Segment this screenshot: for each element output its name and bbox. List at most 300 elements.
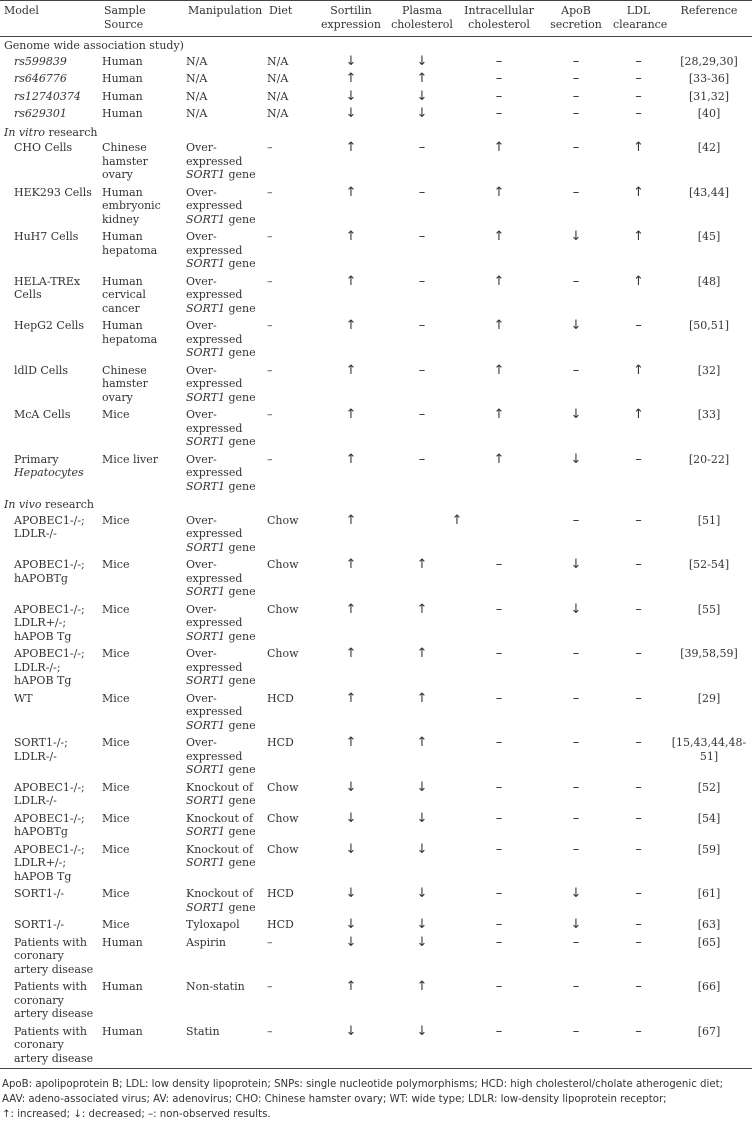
cell-sortilin: ↓ [345, 779, 357, 795]
cell-sample-source: Human cervical cancer [102, 274, 146, 315]
manip-suffix: gene [224, 479, 256, 493]
cell-model [0, 557, 100, 602]
cell-manipulation [184, 886, 265, 917]
cell-plasma: ↑ [416, 557, 428, 572]
cell-plasma: ↑ [416, 71, 428, 86]
cell-reference: [15,43,44,48-51] [671, 736, 747, 763]
cell-intracellular [457, 735, 541, 780]
intracellular-value: – [495, 779, 503, 795]
cell-apob: – [572, 779, 580, 795]
cell-model [0, 274, 100, 319]
intracellular-value: – [495, 917, 503, 932]
manip-text: Over-expressed [186, 363, 243, 390]
cell-ldl: – [635, 646, 642, 661]
intracellular-value: ↑ [493, 451, 505, 467]
cell-intracellular [457, 842, 541, 887]
cell-manipulation [184, 780, 265, 811]
table-row [0, 780, 752, 811]
cell-manipulation [184, 106, 265, 124]
intracellular-value: ↑ [493, 362, 505, 378]
cell-ldl: – [635, 451, 642, 467]
cell-intracellular [457, 318, 541, 363]
cell-apob: ↓ [570, 886, 582, 901]
cell-manipulation [184, 602, 265, 647]
cell-apob: – [572, 735, 580, 750]
footnote-line-2: AAV: adeno-associated virus; AV: adenovirus; CHO: Chinese hamster ovary; WT: wide type; LDLR: low-density lipoprotein receptor; [2, 1094, 667, 1105]
table-row [0, 886, 752, 917]
cell-apob: ↓ [570, 229, 582, 244]
cell-diet: HCD [267, 691, 294, 705]
cell-model [0, 140, 100, 185]
table-row [0, 811, 752, 842]
manip-suffix: gene [224, 900, 256, 914]
header-sample-source: Sample Source [104, 4, 146, 31]
cell-reference: [28,29,30] [680, 54, 738, 68]
cell-intracellular [457, 229, 541, 274]
manip-suffix: gene [224, 435, 256, 448]
cell-sample-source: Chinese hamster ovary [102, 363, 148, 404]
cell-apob: ↓ [570, 407, 582, 422]
header-plasma: Plasma cholesterol [391, 4, 453, 31]
cell-sortilin: ↓ [345, 810, 357, 826]
section-title-text: research [44, 125, 98, 139]
cell-sample-source: Mice [102, 887, 130, 900]
cell-model [0, 1024, 100, 1069]
cell-reference: [52] [697, 780, 721, 794]
cell-sample-source: Mice [102, 736, 130, 749]
manip-suffix: gene [224, 168, 256, 181]
manip-suffix: gene [224, 346, 256, 359]
model-text: rs12740374 [14, 89, 81, 103]
cell-intracellular [457, 407, 541, 452]
cell-manipulation [184, 1024, 265, 1069]
cell-diet: – [267, 935, 273, 949]
cell-sortilin: ↑ [345, 646, 357, 661]
table-row [0, 140, 752, 185]
cell-model [0, 185, 100, 230]
cell-sortilin: ↑ [345, 273, 357, 289]
cell-reference: [51] [697, 513, 721, 527]
table-row [0, 602, 752, 647]
manip-suffix: gene [224, 212, 256, 226]
cell-manipulation [184, 229, 265, 274]
manip-suffix: gene [224, 674, 256, 687]
manip-suffix: gene [224, 856, 256, 869]
cell-ldl: ↑ [633, 140, 644, 155]
cell-plasma: – [418, 184, 426, 200]
manip-text: Over-expressed [186, 691, 243, 718]
cell-sample-source: Mice [102, 602, 130, 616]
manip-gene: SORT1 [186, 674, 225, 687]
intracellular-value: – [495, 735, 503, 750]
cell-plasma: ↑ [416, 601, 428, 617]
cell-manipulation [184, 71, 265, 89]
cell-plasma: ↓ [416, 810, 428, 826]
cell-manipulation [184, 452, 265, 497]
cell-plasma: ↓ [416, 106, 428, 121]
manip-text: Statin [186, 1024, 220, 1038]
cell-ldl: ↑ [633, 229, 644, 244]
table-row [0, 318, 752, 363]
cell-manipulation [184, 89, 265, 107]
header-diet: Diet [269, 4, 293, 17]
table-row [0, 691, 752, 736]
cell-manipulation [184, 811, 265, 842]
cell-intracellular [457, 557, 541, 602]
table-row [0, 71, 752, 89]
intracellular-value: – [495, 88, 503, 104]
cell-plasma [387, 513, 457, 558]
table-row [0, 106, 752, 124]
cell-intracellular [457, 917, 541, 935]
cell-ldl: – [635, 810, 642, 826]
manip-suffix: gene [224, 301, 256, 315]
cell-sortilin: ↑ [345, 690, 357, 706]
model-text: APOBEC1-/-; LDLR-/-; hAPOB Tg [14, 647, 85, 687]
intracellular-value: – [495, 810, 503, 826]
table-row [0, 185, 752, 230]
cell-apob: – [572, 362, 580, 378]
cell-ldl: – [635, 735, 642, 750]
header-reference: Reference [680, 4, 738, 17]
cell-plasma: ↑ [416, 646, 428, 661]
cell-reference: [65] [697, 935, 721, 949]
cell-intracellular [457, 106, 541, 124]
cell-sortilin: ↑ [345, 71, 357, 86]
cell-apob: – [572, 140, 580, 155]
manip-text: Over-expressed [186, 452, 243, 479]
cell-manipulation [184, 917, 265, 935]
cell-manipulation [184, 140, 265, 185]
model-text: Patients with coronary artery disease [14, 1024, 94, 1065]
cell-apob: – [572, 88, 580, 104]
cell-manipulation [184, 842, 265, 887]
intracellular-value: – [495, 53, 503, 69]
intracellular-value: – [495, 841, 503, 857]
table-row [0, 229, 752, 274]
cell-sample-source: Mice [102, 647, 130, 660]
intracellular-value: – [495, 934, 503, 950]
cell-sortilin: ↑ [345, 362, 357, 378]
cell-sample-source: Chinese hamster ovary [102, 141, 148, 181]
cell-manipulation [184, 54, 265, 72]
cell-intracellular [457, 811, 541, 842]
cell-diet: Chow [267, 842, 299, 856]
cell-manipulation [184, 691, 265, 736]
cell-diet: – [267, 1024, 273, 1038]
cell-apob: – [572, 690, 580, 706]
intracellular-value: – [495, 71, 503, 86]
table-row [0, 557, 752, 602]
cell-sample-source: Human hepatoma [102, 319, 158, 346]
cell-intracellular [457, 886, 541, 917]
cell-sortilin: ↑ [345, 140, 357, 155]
intracellular-value: – [495, 601, 503, 617]
cell-diet: Chow [267, 513, 299, 527]
manip-text: Knockout of [186, 780, 254, 794]
cell-diet: – [267, 363, 273, 377]
cell-manipulation [184, 318, 265, 363]
cell-apob: – [572, 1023, 580, 1039]
cell-diet: – [267, 408, 273, 421]
cell-sortilin: ↑ [345, 184, 357, 200]
model-text: HepG2 Cells [14, 319, 85, 332]
cell-diet: HCD [267, 736, 294, 749]
cell-sortilin: ↑ [345, 407, 357, 422]
cell-reference: [48] [697, 274, 721, 288]
cell-model [0, 54, 100, 72]
manip-gene: SORT1 [186, 718, 225, 732]
table-row [0, 54, 752, 72]
cell-model [0, 318, 100, 363]
model-text: Patients with coronary artery disease [14, 980, 94, 1020]
cell-ldl: – [635, 601, 642, 617]
cell-plasma: ↓ [416, 53, 428, 69]
cell-apob: – [572, 646, 580, 661]
section-row [0, 124, 752, 141]
cell-intracellular [457, 935, 541, 980]
cell-reference: [66] [697, 980, 721, 993]
cell-sortilin: ↑ [345, 318, 357, 333]
cell-ldl: – [635, 886, 642, 901]
table-row [0, 363, 752, 408]
cell-sample-source: Mice [102, 513, 130, 527]
cell-reference: [40] [697, 107, 721, 120]
manip-gene: SORT1 [186, 585, 225, 598]
intracellular-value: – [495, 886, 503, 901]
intracellular-value: ↑ [493, 273, 505, 289]
cell-intracellular [457, 140, 541, 185]
cell-reference: [55] [697, 602, 721, 616]
cell-sample-source: Mice [102, 811, 130, 825]
cell-plasma: ↓ [416, 841, 428, 857]
cell-intracellular [451, 512, 541, 558]
manip-gene: SORT1 [186, 346, 225, 359]
intracellular-value: – [495, 690, 503, 706]
cell-sample-source: Human [102, 935, 143, 949]
cell-ldl: ↑ [633, 362, 644, 378]
manip-gene: SORT1 [186, 257, 225, 270]
cell-diet: N/A [267, 107, 289, 120]
cell-manipulation [184, 407, 265, 452]
cell-sortilin: ↑ [345, 512, 357, 528]
cell-model [0, 106, 100, 124]
header-intracellular: Intracellular cholesterol [464, 4, 534, 31]
model-text: CHO Cells [14, 141, 73, 154]
cell-model [0, 691, 100, 736]
table-row [0, 89, 752, 107]
cell-ldl: – [635, 841, 642, 857]
model-text: HuH7 Cells [14, 230, 79, 243]
cell-sample-source: Mice [102, 842, 130, 856]
cell-sortilin: ↑ [345, 557, 357, 572]
cell-intracellular [457, 691, 541, 736]
cell-plasma: ↑ [416, 735, 428, 750]
model-text: Primary [14, 452, 59, 466]
cell-diet: – [267, 319, 273, 332]
cell-sortilin: ↓ [345, 841, 357, 857]
model-text: APOBEC1-/-; LDLR-/- [14, 780, 85, 807]
manip-text: Non-statin [186, 980, 245, 993]
cell-apob: ↓ [570, 601, 582, 617]
intracellular-value: – [495, 1023, 503, 1039]
cell-plasma: – [418, 318, 426, 333]
cell-reference: [59] [697, 842, 721, 856]
cell-model [0, 363, 100, 408]
cell-model [0, 513, 100, 558]
cell-diet: Chow [267, 811, 299, 825]
manip-suffix: gene [224, 540, 256, 554]
cell-ldl: – [635, 106, 642, 121]
manip-gene: SORT1 [186, 763, 225, 776]
cell-plasma: ↑ [416, 690, 428, 706]
manip-gene: SORT1 [186, 435, 225, 448]
table-row [0, 452, 752, 497]
cell-intracellular [457, 646, 541, 691]
cell-apob: ↓ [570, 451, 582, 467]
table-row [0, 979, 752, 1024]
intracellular-value: – [495, 557, 503, 572]
cell-intracellular [457, 452, 541, 497]
cell-reference: [50,51] [688, 319, 730, 332]
intracellular-value: – [495, 979, 503, 994]
manip-gene: SORT1 [186, 212, 225, 226]
manip-gene: SORT1 [186, 794, 225, 807]
cell-manipulation [184, 363, 265, 408]
model-text: HELA-TREx Cells [14, 274, 81, 301]
cell-reference: [61] [697, 887, 721, 900]
cell-reference: [54] [697, 811, 721, 825]
manip-text: Over-expressed [186, 736, 243, 763]
intracellular-value: ↑ [493, 318, 505, 333]
cell-sample-source: Human [102, 107, 143, 120]
cell-diet: – [267, 980, 273, 993]
cell-intracellular [457, 1024, 541, 1069]
cell-ldl: – [635, 318, 642, 333]
table-row [0, 274, 752, 319]
cell-reference: [29] [697, 691, 721, 705]
manip-text: Over-expressed [186, 602, 243, 629]
cell-manipulation [184, 274, 265, 319]
manip-gene: SORT1 [186, 540, 225, 554]
cell-model [0, 407, 100, 452]
cell-intracellular [457, 979, 541, 1024]
cell-sample-source: Human embryonic kidney [102, 185, 161, 226]
cell-diet: Chow [267, 780, 299, 794]
manip-suffix: gene [224, 718, 256, 732]
manip-text: Tyloxapol [186, 918, 240, 931]
table-row [0, 513, 752, 558]
manip-gene: SORT1 [186, 479, 225, 493]
cell-plasma: ↑ [416, 979, 428, 994]
manip-text: N/A [186, 72, 208, 85]
table-row [0, 935, 752, 980]
cell-ldl: – [635, 88, 642, 104]
manip-text: Aspirin [186, 935, 227, 949]
cell-plasma: – [418, 273, 426, 289]
cell-manipulation [184, 646, 265, 691]
model-text: WT [14, 691, 33, 705]
manip-suffix: gene [224, 257, 256, 270]
cell-diet: HCD [267, 918, 294, 931]
cell-reference: [63] [697, 918, 721, 931]
section-title-em: In vivo [4, 498, 42, 511]
cell-plasma: ↓ [416, 88, 428, 104]
manip-gene: SORT1 [186, 168, 225, 181]
cell-sortilin: ↓ [345, 917, 357, 932]
model-text: SORT1-/- [14, 887, 65, 900]
cell-sortilin: ↓ [345, 88, 357, 104]
intracellular-value: ↑ [451, 512, 463, 528]
section-title [0, 124, 752, 141]
header-manipulation: Manipulation [188, 4, 263, 17]
cell-sample-source: Mice [102, 691, 130, 705]
model-text: ldlD Cells [14, 363, 69, 377]
cell-model [0, 602, 100, 647]
cell-diet: Chow [267, 647, 299, 660]
cell-sample-source: Mice liver [102, 452, 158, 466]
manip-suffix: gene [224, 585, 256, 598]
cell-reference: [32] [697, 363, 721, 377]
cell-ldl: – [635, 979, 642, 994]
cell-reference: [39,58,59] [680, 647, 738, 660]
manip-text: Over-expressed [186, 141, 243, 168]
cell-manipulation [184, 557, 265, 602]
cell-plasma: – [418, 451, 426, 467]
cell-intracellular [457, 185, 541, 230]
cell-sortilin: ↓ [345, 106, 357, 121]
cell-manipulation [184, 735, 265, 780]
cell-apob: – [572, 53, 580, 69]
cell-ldl: – [635, 1023, 642, 1039]
cell-sortilin: ↓ [345, 934, 357, 950]
cell-apob: – [572, 273, 580, 289]
cell-sortilin: ↑ [345, 979, 357, 994]
cell-apob: – [572, 106, 580, 121]
cell-sortilin: ↑ [345, 229, 357, 244]
model-text: SORT1-/-; LDLR-/- [14, 736, 68, 763]
cell-reference: [67] [697, 1024, 721, 1038]
cell-model [0, 452, 100, 497]
manip-suffix: gene [224, 390, 256, 404]
cell-plasma: ↓ [416, 779, 428, 795]
cell-plasma: – [418, 362, 426, 378]
cell-intracellular [457, 274, 541, 319]
cell-model [0, 886, 100, 917]
cell-sortilin: ↓ [345, 1023, 357, 1039]
cell-ldl: – [635, 512, 642, 528]
cell-sortilin: ↓ [345, 53, 357, 69]
table-header [0, 1, 752, 37]
cell-plasma: ↓ [416, 917, 428, 932]
cell-ldl: – [635, 917, 642, 932]
cell-sortilin: ↓ [345, 886, 357, 901]
cell-apob: ↓ [570, 917, 582, 932]
cell-sample-source: Human hepatoma [102, 230, 158, 257]
cell-ldl: ↑ [633, 273, 644, 289]
manip-text: N/A [186, 89, 208, 103]
cell-ldl: – [635, 557, 642, 572]
cell-reference: [33-36] [688, 72, 730, 85]
cell-diet: – [267, 185, 273, 199]
cell-sample-source: Human [102, 72, 143, 85]
intracellular-value: – [495, 646, 503, 661]
cell-sample-source: Human [102, 54, 143, 68]
cell-sortilin: ↑ [345, 601, 357, 617]
cell-intracellular [457, 89, 541, 107]
table-row [0, 407, 752, 452]
cell-model [0, 917, 100, 935]
